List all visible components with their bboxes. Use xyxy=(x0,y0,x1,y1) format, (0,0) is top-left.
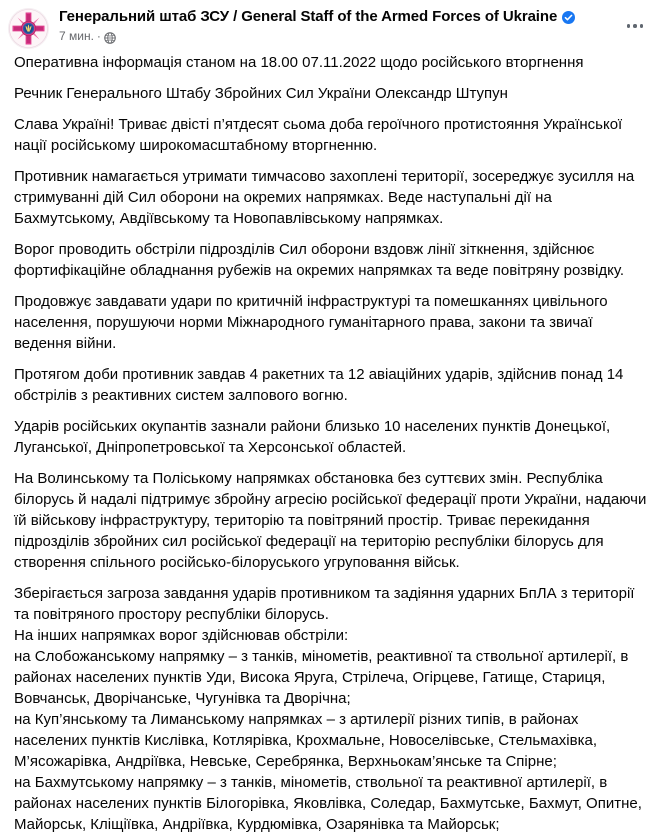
post-paragraph: Продовжує завдавати удари по критичній інфраструктурі та помешканнях цивільного населення, порушуючи норми Міжнародного гуманітарного права, закони та звичаї ведення війни. xyxy=(14,293,612,352)
post-paragraph: Оперативна інформація станом на 18.00 07.11.2022 щодо російського вторгнення xyxy=(14,54,584,71)
post-paragraph: На інших напрямках ворог здійснював обстріли: xyxy=(14,627,349,644)
page-name[interactable]: Генеральний штаб ЗСУ / General Staff of the Armed Forces of Ukraine xyxy=(59,8,558,25)
post-body xyxy=(0,50,665,835)
globe-icon[interactable] xyxy=(104,32,116,44)
more-options-button[interactable] xyxy=(619,10,651,42)
meta-separator: · xyxy=(96,29,101,43)
post-paragraph: Ворог проводить обстріли підрозділів Сил оборони вздовж лінії зіткнення, здійснює фортифікаційне обладнання рубежів на окремих напрямках та веде повітряну розвідку. xyxy=(14,241,624,279)
more-options-icon xyxy=(627,24,644,28)
post-paragraph: Речник Генерального Штабу Збройних Сил України Олександр Штупун xyxy=(14,85,508,102)
post-paragraph: на Куп’янському та Лиманському напрямках – з артилерії різних типів, в районах населених пунктів Кислівка, Котлярівка, Крохмальне, Новоселівське, Стельмахівка, М’ясожарівка, Андріївка, Невське, Серебрянка, Верхньокам’янське та Спірне; xyxy=(14,711,602,770)
post-paragraph: на Слобожанському напрямку – з танків, мінометів, реактивної та ствольної артилерії, в районах населених пунктів Уди, Висока Яруга, Стрілеча, Огірцеве, Гатище, Стариця, Вовчанськ, Дворічанське, Чугунівка та Дворічна; xyxy=(14,648,633,707)
post-paragraph: Слава Україні! Триває двісті п’ятдесят сьома доба героїчного протистояння Української нації російському широкомасштабному вторгненню. xyxy=(14,116,627,154)
post-timestamp[interactable]: 7 мин. xyxy=(59,29,94,43)
page-name-row xyxy=(59,7,655,26)
header-text xyxy=(59,6,655,44)
post-paragraph: На Волинському та Поліському напрямках обстановка без суттєвих змін. Республіка білорусь й надалі підтримує збройну агресію російської федерації проти України, надаючи їй військову інфраструктуру, територію та повітряний простір. Триває перекидання підрозділів збройних сил російської федерації на територію республіки білорусь для створення спільного російсько-білоруського угруповання військ. xyxy=(14,470,651,571)
post-header xyxy=(0,0,665,50)
post-paragraph: Протягом доби противник завдав 4 ракетних та 12 авіаційних ударів, здійснив понад 14 обстрілів з реактивних систем залпового вогню. xyxy=(14,366,628,404)
post-paragraph: на Бахмутському напрямку – з танків, мінометів, ствольної та реактивної артилерії, в районах населених пунктів Білогорівка, Яковлівка, Соледар, Бахмутське, Бахмут, Опитне, Майорськ, Кліщіївка, Андріївка, Курдюмівка, Озарянівка та Майорськ; xyxy=(14,774,647,833)
post-paragraph: Зберігається загроза завдання ударів противником та задіяння ударних БпЛА з території та повітряного простору республіки білорусь. xyxy=(14,585,639,623)
post-paragraph: Противник намагається утримати тимчасово захоплені території, зосереджує зусилля на стримуванні дій Сил оборони на окремих напрямках. Веде наступальні дії на Бахмутському, Авдіївському та Новопавлівському напрямках. xyxy=(14,168,639,227)
ukraine-general-staff-emblem-icon xyxy=(8,8,49,49)
post-paragraph: Ударів російських окупантів зазнали райони близько 10 населених пунктів Донецької, Луганської, Дніпропетровської та Херсонської областей. xyxy=(14,418,615,456)
post-meta xyxy=(59,28,655,44)
avatar[interactable] xyxy=(8,8,49,49)
verified-badge-icon xyxy=(562,11,575,24)
